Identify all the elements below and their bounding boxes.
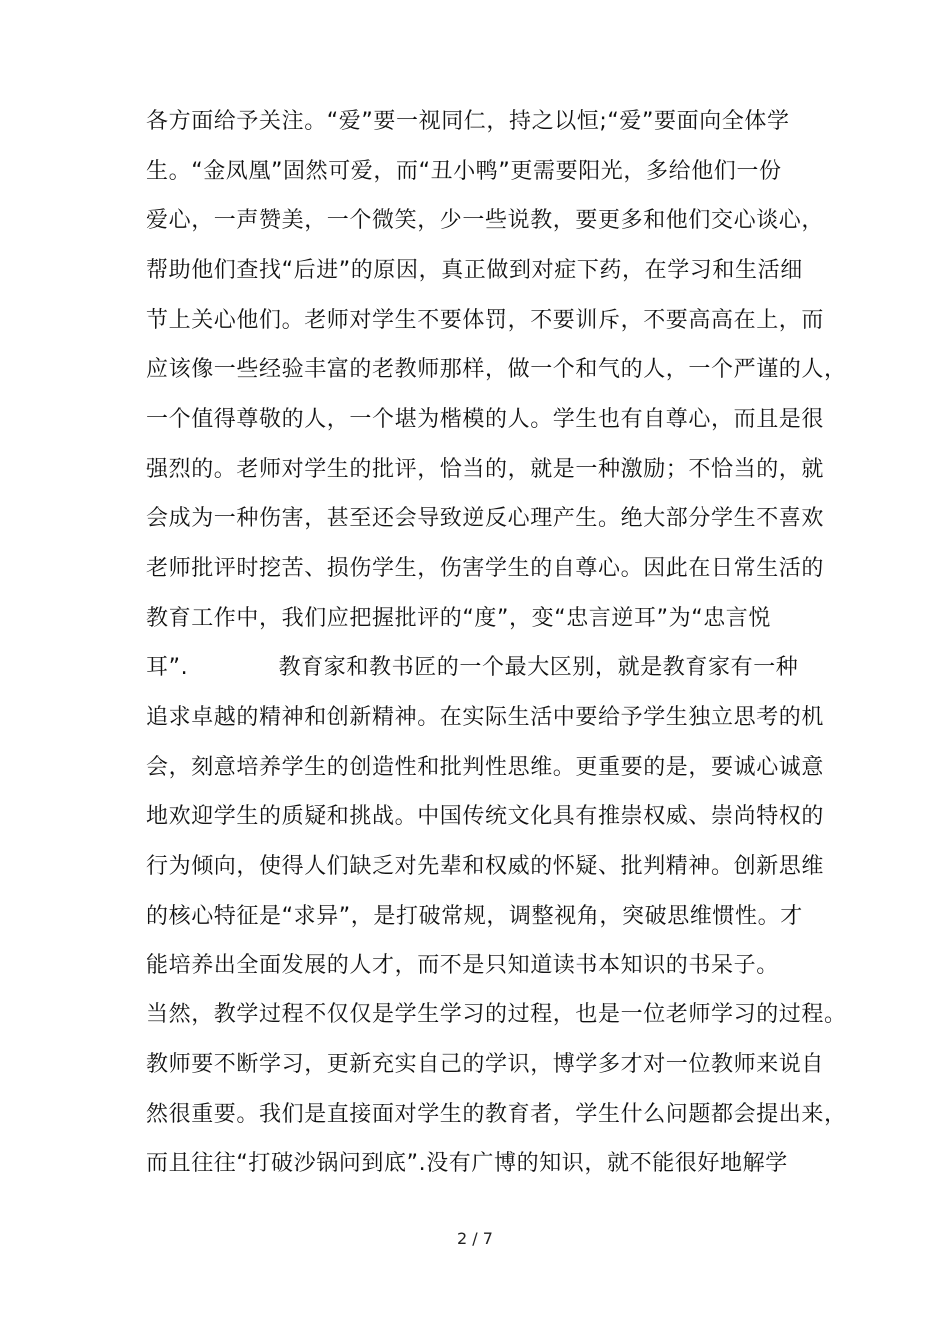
body-text-line: 追求卓越的精神和创新精神。在实际生活中要给予学生独立思考的机 — [146, 705, 825, 730]
body-text-line: 爱心，一声赞美，一个微笑，少一些说教，要更多和他们交心谈心， — [146, 208, 825, 233]
body-text-line: 老师批评时挖苦、损伤学生，伤害学生的自尊心。因此在日常生活的 — [146, 556, 825, 581]
body-text-line: 各方面给予关注。“爱”要一视同仁，持之以恒;“爱”要面向全体学 — [146, 109, 790, 134]
body-text-line: 行为倾向，使得人们缺乏对先辈和权威的怀疑、批判精神。创新思维 — [146, 854, 825, 879]
page-number: 2 / 7 — [457, 1229, 493, 1248]
body-text-line: 会，刻意培养学生的创造性和批判性思维。更重要的是，要诚心诚意 — [146, 755, 825, 780]
body-text-line: 能培养出全面发展的人才，而不是只知道读书本知识的书呆子。 — [146, 953, 779, 978]
body-text-line: 地欢迎学生的质疑和挑战。中国传统文化具有推崇权威、崇尚特权的 — [146, 804, 825, 829]
body-text-line: 教育工作中，我们应把握批评的“度”，变“忠言逆耳”为“忠言悦 — [146, 606, 771, 631]
body-text-line: 一个值得尊敬的人，一个堪为楷模的人。学生也有自尊心，而且是很 — [146, 407, 825, 432]
body-text-line: 帮助他们查找“后进”的原因，真正做到对症下药，在学习和生活细 — [146, 258, 803, 283]
body-text-line: 会成为一种伤害，甚至还会导致逆反心理产生。绝大部分学生不喜欢 — [146, 506, 825, 531]
body-text-line: 而且往往“打破沙锅问到底”.没有广博的知识，就不能很好地解学 — [146, 1151, 788, 1176]
body-text-line: 生。“金凤凰”固然可爱，而“丑小鸭”更需要阳光，多给他们一份 — [146, 159, 782, 184]
body-text-line: 的核心特征是“求异”，是打破常规，调整视角，突破思维惯性。才 — [146, 904, 803, 929]
body-text-line: 应该像一些经验丰富的老教师那样，做一个和气的人，一个严谨的人， — [146, 357, 847, 382]
body-text-line: 然很重要。我们是直接面对学生的教育者，学生什么问题都会提出来， — [146, 1102, 847, 1127]
body-text-line: 强烈的。老师对学生的批评，恰当的，就是一种激励；不恰当的，就 — [146, 457, 825, 482]
body-text-line: 教师要不断学习，更新充实自己的学识，博学多才对一位教师来说自 — [146, 1052, 825, 1077]
body-text-line: 节上关心他们。老师对学生不要体罚，不要训斥，不要高高在上，而 — [146, 308, 825, 333]
body-text-line: 耳”. 教育家和教书匠的一个最大区别，就是教育家有一种 — [146, 655, 799, 680]
body-text-line: 当然，教学过程不仅仅是学生学习的过程，也是一位老师学习的过程。 — [146, 1002, 847, 1027]
